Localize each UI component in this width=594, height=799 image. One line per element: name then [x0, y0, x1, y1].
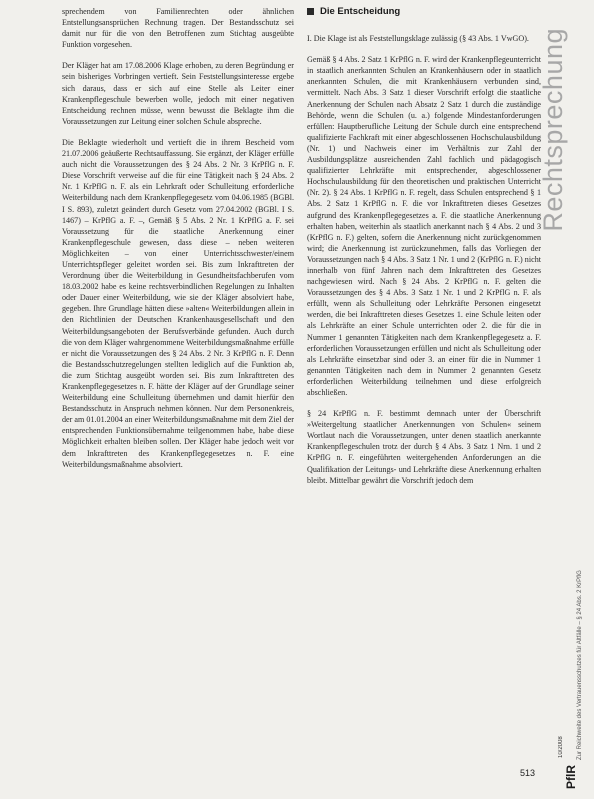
paragraph: § 24 KrPflG n. F. bestimmt demnach unter der Überschrift »Weitergeltung staatlicher Anerkennungen von Schulen« seinem Wortlaut nach die Voraussetzungen, unter denen staatlich anerkannte Krankenpflegeschulen trotz der durch § 4 Abs. 3 Satz 1 Nrn. 1 und 2 KrPflG n. F. eingeführten weitergehenden Anforderungen an die Qualifikation der Leitungs- und Lehrkräfte diese Anerkennung erhalten bleibt. Mittelbar gewährt die Vorschrift jedoch dem	[307, 409, 541, 485]
paragraph: Der Kläger hat am 17.08.2006 Klage erhoben, zu deren Begründung er sein bisheriges Vorbringen vertieft. Sein Feststellungsinteresse ergebe sich daraus, dass er sich auf eine Stelle als Leiter einer Krankenpflegeschule bewerben wolle, jedoch mit einer negativen Entscheidung rechnen müsse, wenn bewusst die Beklagte ihm die Voraussetzungen zur Leitung einer solchen Schule abspreche.	[62, 61, 294, 126]
sidebar-running-note: Zur Reichweite des Vertrauensschutzes für Altfälle – § 24 Abs. 2 KrPflG	[577, 570, 583, 760]
issue-label: 10/2008	[558, 736, 564, 758]
paragraph: I. Die Klage ist als Feststellungsklage zulässig (§ 43 Abs. 1 VwGO).	[307, 34, 529, 44]
left-column	[62, 6, 294, 480]
paragraph: Die Beklagte wiederholt und vertieft die in ihrem Bescheid vom 21.07.2006 geäußerte Rechtsauffassung. Sie ergänzt, der Kläger erfülle auch nicht die Voraussetzungen des § 24 Abs. 2 Nr. 3 KrPflG n. F. Diese Vorschrift verweise auf die für eine Tätigkeit nach § 24 Abs. 2 Nr. 1 KrPflG n. F. als ein Lehrkraft oder Schulleitung erforderliche Weiterbildung nach dem Krankenpflegegesetz vom 04.06.1985 (BGBl. I S. 893), zuletzt geändert durch Gesetz vom 27.04.2002 (BGBl. I S. 1467) – KrPflG a. F. –, Gemäß § 5 Abs. 2 Nr. 1 KrPflG a. F. sei Voraussetzung für die staatliche Anerkennung einer Krankenpflegeschule gewesen, dass diese – neben weiteren Möglichkeiten – von einer Unterrichtsschwester/einem Unterrichtspfleger geleitet worden sei. Bis zum Inkrafttreten der Verordnung über die Weiterbildung in Gesundheitsfachberufen vom 18.03.2002 habe es keine rechtsverbindlichen Regelungen zu Inhalten oder Dauer einer Weiterbildung, wie sie der Kläger absolviert habe, gegeben. Ihre Grundlage hätten diese »alten« Weiterbildungen allein in den Richtlinien der Deutschen Krankenhausgesellschaft und den Weiterbildungsangeboten der Berufsverbände gefunden. Auch durch die von dem Kläger wahrgenommene Weiterbildungsmaßnahme erfülle er nicht die Voraussetzungen des § 24 Abs. 2 Nr. 3 KrPflG n. F. Denn die Bestandsschutzregelungen stellten lediglich auf die Funktion ab, die zum Stichtag ausgeübt worden sei. Bis zum Inkrafttreten des Krankenpflegegesetzes n. F. hätte der Kläger auf der Grundlage seiner Weiterbildung eine Schulleitung übernehmen und damit hierfür den Bestandsschutz in Anspruch nehmen können. Nur dem Personenkreis, der am 01.01.2004 an einer Weiterbildungsmaßnahme mit dem Ziel der entsprechenden Funktionsübernahme teilgenommen habe, habe diese Möglichkeit erhalten bleiben sollen. Der Kläger habe jedoch weit vor dem Inkrafttreten des Krankenpflegegesetzes n. F. eine Weiterbildungsmaßnahme absolviert.	[62, 137, 294, 469]
paragraph: Gemäß § 4 Abs. 2 Satz 1 KrPflG n. F. wird der Krankenpflegeunterricht in staatlich anerkannten Schulen an Krankenhäusern oder in staatlich anerkannten Schulen, die mit Krankenhäusern verbunden sind, vermittelt. Nach Abs. 3 Satz 1 dieser Vorschrift erfolgt die staatliche Anerkennung der Schulen nach Absatz 2 Satz 1 durch die zuständige Behörde, wenn die Schulen (u. a.) folgende Mindestanforderungen erfüllen: Hauptberufliche Leitung der Schule durch eine entsprechend qualifizierte Fachkraft mit einer abgeschlossenen Hochschulausbildung (Nr. 1) und Nachweis einer im Verhältnis zur Zahl der Ausbildungsplätze ausreichenden Zahl fachlich und pädagogisch qualifizierter Lehrkräfte mit entsprechender, abgeschlossener Hochschulausbildung für den theoretischen und praktischen Unterricht (Nr. 2). § 24 Abs. 1 KrPflG n. F. regelt, dass Schulen entsprechend § 1 Abs. 2 Satz 1 KrPflG n. F. die vor Inkrafttreten dieses Gesetzes aufgrund des Krankenpflegegesetzes a. F. die staatliche Anerkennung erhalten haben, weiterhin als staatlich anerkannt nach § 4 Abs. 2 und 3 (KrPflG n. F.) gelten, sofern die Anerkennung nicht zurückgenommen wird; die Anerkennung ist zurückzunehmen, falls das Vorliegen der Voraussetzungen nach § 4 Abs. 3 Satz 1 Nr. 1 und 2 (KrPflG n. F.) nicht innerhalb von fünf Jahren nach dem Inkrafttreten des Gesetzes nachgewiesen wird. Nach § 24 Abs. 2 KrPflG n. F. gelten die Voraussetzungen des § 4 Abs. 3 Satz 1 Nr. 1 und 2 KrPflG n. F. als erfüllt, wenn als Schulleitung oder Lehrkräfte Personen eingesetzt werden, die bei Inkrafttreten dieses Gesetzes 1. eine Schule leiten oder als Lehrkräfte an einer Schule unterrichten oder 2. die für die in Nummer 1 genannten Tätigkeiten nach dem Krankenpflegegesetz a. F. erforderlichen Voraussetzungen erfüllen und nicht als Schulleitung oder als Lehrkräfte einsetzbar sind oder 3. an einer für die in Nummer 1 genannten Tätigkeiten nach dem in Nummer 2 genannten Gesetz erforderlichen Weiterbildung teilnehmen und diese erfolgreich abschließen.	[307, 55, 541, 397]
square-bullet-icon	[307, 8, 314, 15]
section-heading	[307, 6, 541, 17]
section-heading-text: Die Entscheidung	[320, 6, 401, 17]
page-number: 513	[520, 768, 536, 778]
journal-logo: PflR	[564, 765, 578, 789]
right-column	[307, 6, 541, 496]
paragraph: sprechendem von Familienrechten oder ähnlichen Entstellungsansprüchen Rechnung tragen. Der Bestandsschutz sei damit nur für die von den Betroffenen zum Stichtag ausgeübte Funktion vorgesehen.	[62, 7, 294, 50]
sidebar-section-title: Rechtsprechung	[538, 28, 568, 232]
